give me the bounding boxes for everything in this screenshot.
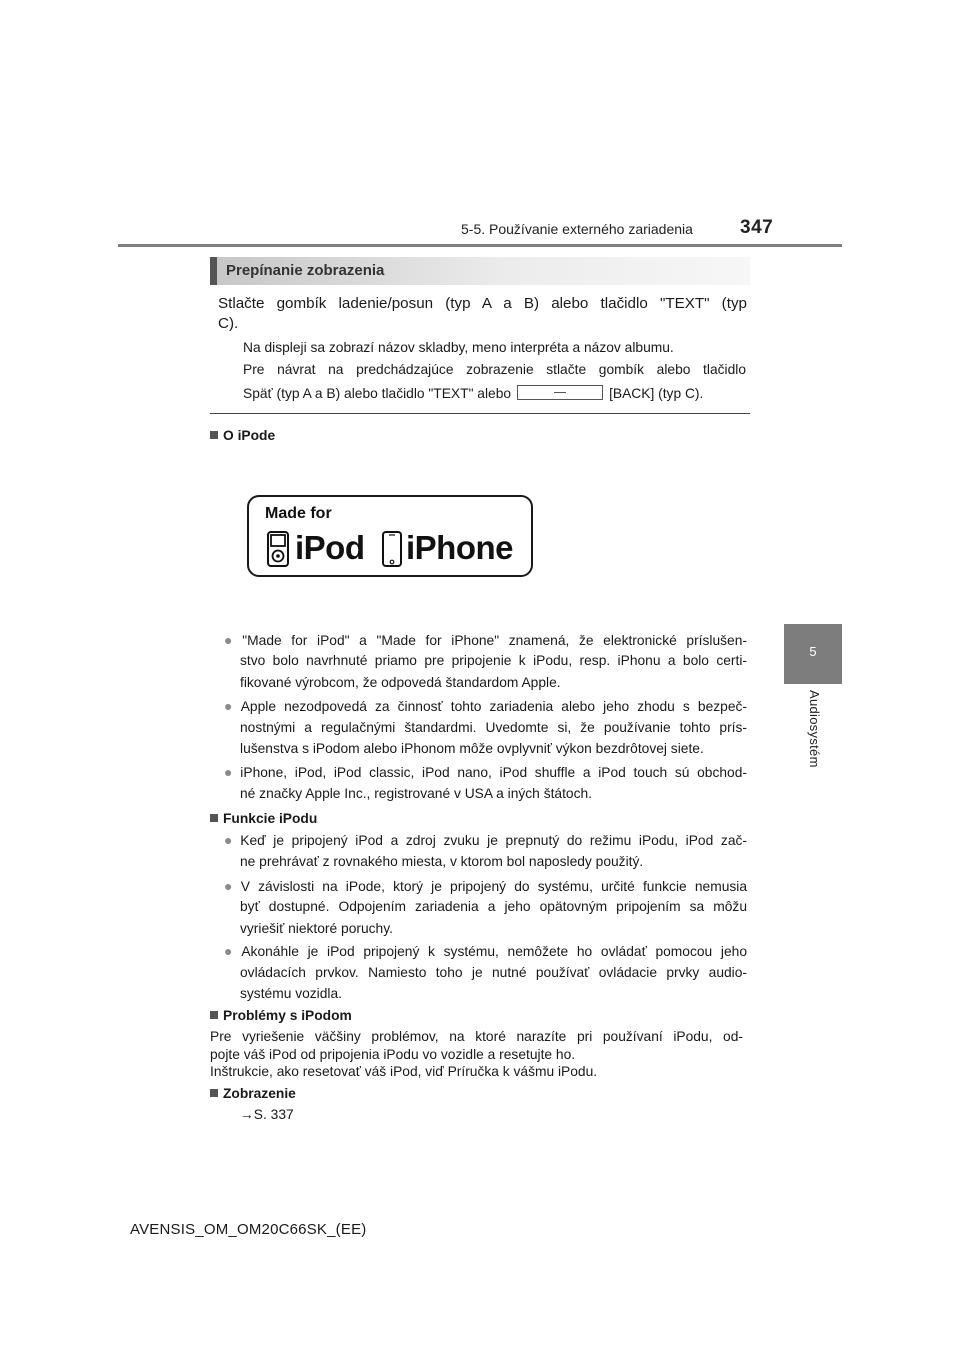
list-item-cont: stvo bolo navrhnuté priamo pre pripojenie k iPodu, resp. iPhonu a bolo certi- bbox=[240, 653, 747, 668]
logo-ipod-text: iPod bbox=[295, 529, 365, 566]
bullet-dot-icon: ● bbox=[224, 832, 237, 848]
chapter-tab bbox=[784, 624, 842, 684]
heading-accent bbox=[210, 257, 217, 285]
bullet-dot-icon: ● bbox=[224, 878, 237, 894]
square-bullet-icon bbox=[210, 1011, 218, 1019]
bullet-dot-icon: ● bbox=[224, 698, 237, 714]
list-item-cont: ne prehrávať z rovnakého miesta, v ktorom bol naposledy použitý. bbox=[240, 854, 644, 869]
paragraph-line: Inštrukcie, ako resetovať váš iPod, viď Príručka k vášmu iPodu. bbox=[210, 1064, 598, 1079]
separator-rule bbox=[210, 413, 750, 414]
page-number: 347 bbox=[740, 217, 774, 238]
logo-made-for: Made for bbox=[265, 505, 332, 522]
list-item: ● Keď je pripojený iPod a zdroj zvuku je prepnutý do režimu iPodu, iPod zač- bbox=[224, 832, 747, 848]
note-line-2: Pre návrat na predchádzajúce zobrazenie stlačte gombík alebo tlačidlo bbox=[243, 362, 746, 377]
list-item: ● Apple nezodpovedá za činnosť tohto zariadenia alebo jeho zhodu s bezpeč- bbox=[224, 698, 747, 714]
iphone-icon bbox=[382, 531, 402, 567]
subheading-zobrazenie: Zobrazenie bbox=[210, 1086, 296, 1101]
note-line-1: Na displeji sa zobrazí názov skladby, meno interpréta a názov albumu. bbox=[243, 340, 674, 355]
instruction-line-2: C). bbox=[218, 315, 239, 332]
note-line-3 bbox=[243, 385, 703, 401]
chapter-number: 5 bbox=[809, 644, 817, 659]
bullet-dot-icon: ● bbox=[224, 943, 238, 959]
section-heading-bar bbox=[210, 257, 750, 285]
paragraph-line: pojte váš iPod od pripojenia iPodu vo vozidle a resetujte ho. bbox=[210, 1047, 576, 1062]
list-item: ● "Made for iPod" a "Made for iPhone" znamená, že elektronické príslušen- bbox=[224, 632, 747, 648]
list-item-cont: byť dostupné. Odpojením zariadenia a jeho opätovným pripojením sa môžu bbox=[240, 899, 747, 914]
subheading-problemy: Problémy s iPodom bbox=[210, 1008, 352, 1023]
list-item-cont: vyriešiť niektoré poruchy. bbox=[240, 921, 393, 936]
list-item-cont: né značky Apple Inc., registrované v USA a iných štátoch. bbox=[240, 786, 593, 801]
list-item: ● V závislosti na iPode, ktorý je pripojený do systému, určité funkcie nemusia bbox=[224, 878, 747, 894]
list-item-cont: fikované výrobcom, že odpovedá štandardom Apple. bbox=[240, 675, 561, 690]
instruction-line-1: Stlačte gombík ladenie/posun (typ A a B) alebo tlačidlo "TEXT" (typ bbox=[218, 295, 747, 312]
list-item-cont: nostnými a regulačnými štandardmi. Uvedomte si, že používanie tohto prís- bbox=[240, 720, 747, 735]
square-bullet-icon bbox=[210, 431, 218, 439]
logo-iphone-text: iPhone bbox=[406, 529, 514, 566]
ipod-icon bbox=[267, 531, 289, 567]
made-for-ipod-iphone-logo bbox=[247, 495, 533, 577]
header-rule bbox=[118, 244, 842, 247]
square-bullet-icon bbox=[210, 1089, 218, 1097]
page-reference-link[interactable]: →S. 337 bbox=[240, 1107, 294, 1122]
square-bullet-icon bbox=[210, 814, 218, 822]
list-item: ● Akonáhle je iPod pripojený k systému, nemôžete ho ovládať pomocou jeho bbox=[224, 943, 747, 959]
bullet-dot-icon: ● bbox=[224, 632, 239, 648]
subheading-o-ipode: O iPode bbox=[210, 428, 275, 443]
section-title: 5-5. Používanie externého zariadenia bbox=[461, 221, 693, 237]
paragraph-line: Pre vyriešenie väčšiny problémov, na ktoré narazíte pri používaní iPodu, od- bbox=[210, 1029, 743, 1044]
note-line-3-end: [BACK] (typ C). bbox=[609, 386, 704, 401]
list-item-cont: ovládacích prvkov. Namiesto toho je nutné používať ovládacie prvky audio- bbox=[240, 965, 747, 980]
note-line-3-start: Späť (typ A a B) alebo tlačidlo "TEXT" alebo bbox=[243, 386, 512, 401]
back-button-icon bbox=[517, 385, 603, 400]
subheading-funkcie: Funkcie iPodu bbox=[210, 811, 317, 826]
list-item-cont: systému vozidla. bbox=[240, 986, 342, 1001]
list-item-cont: lušenstva s iPodom alebo iPhonom môže ovplyvniť výkon bezdrôtovej siete. bbox=[240, 741, 704, 756]
chapter-label: Audiosystém bbox=[807, 690, 822, 768]
list-item: ● iPhone, iPod, iPod classic, iPod nano, iPod shuffle a iPod touch sú obchod- bbox=[224, 764, 747, 780]
section-heading: Prepínanie zobrazenia bbox=[226, 262, 385, 279]
bullet-dot-icon: ● bbox=[224, 764, 237, 780]
document-code: AVENSIS_OM_OM20C66SK_(EE) bbox=[130, 1221, 367, 1238]
